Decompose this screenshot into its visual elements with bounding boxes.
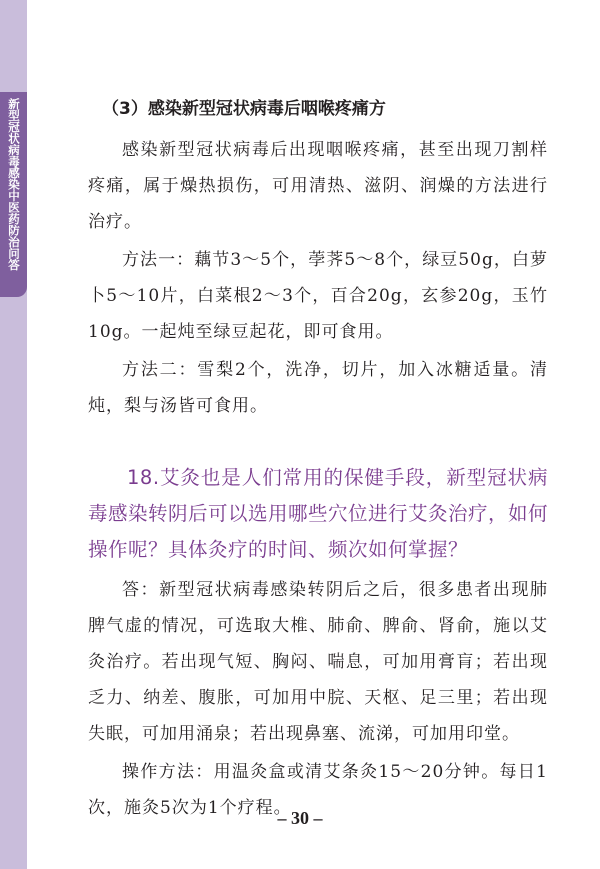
question-heading: 18.艾灸也是人们常用的保健手段，新型冠状病毒感染转阴后可以选用哪些穴位进行艾灸治疗，如何操作呢？具体灸疗的时间、频次如何掌握？ [88,466,549,561]
page-number: – 30 – [277,808,323,828]
side-tab-title: 新型冠状病毒感染中医药防治问答 [7,98,21,271]
page-content [88,96,548,826]
section-intro: 感染新型冠状病毒后出现咽喉疼痛，甚至出现刀割样疼痛，属于燥热损伤，可用清热、滋阴、润燥的方法进行治疗。 [88,140,548,232]
operation-paragraph: 操作方法：用温灸盒或清艾条灸15～20分钟。每日1次，施灸5次为1个疗程。 [88,762,548,818]
section-heading: （3）感染新型冠状病毒后咽喉疼痛方 [102,99,386,119]
method-two-paragraph: 方法二：雪梨2个，洗净，切片，加入冰糖适量。清炖，梨与汤皆可食用。 [88,360,548,416]
method-one-paragraph: 方法一：藕节3～5个，荸荠5～8个，绿豆50g，白萝卜5～10片，白菜根2～3个，百合20g，玄参20g，玉竹10g。一起炖至绿豆起花，即可食用。 [88,250,548,342]
answer-paragraph: 答：新型冠状病毒感染转阴后之后，很多患者出现肺脾气虚的情况，可选取大椎、肺俞、脾俞、肾俞，施以艾灸治疗。若出现气短、胸闷、喘息，可加用膏肓；若出现乏力、纳差、腹胀，可加用中脘、天枢、足三里；若出现失眠，可加用涌泉；若出现鼻塞、流涕，可加用印堂。 [88,580,548,744]
